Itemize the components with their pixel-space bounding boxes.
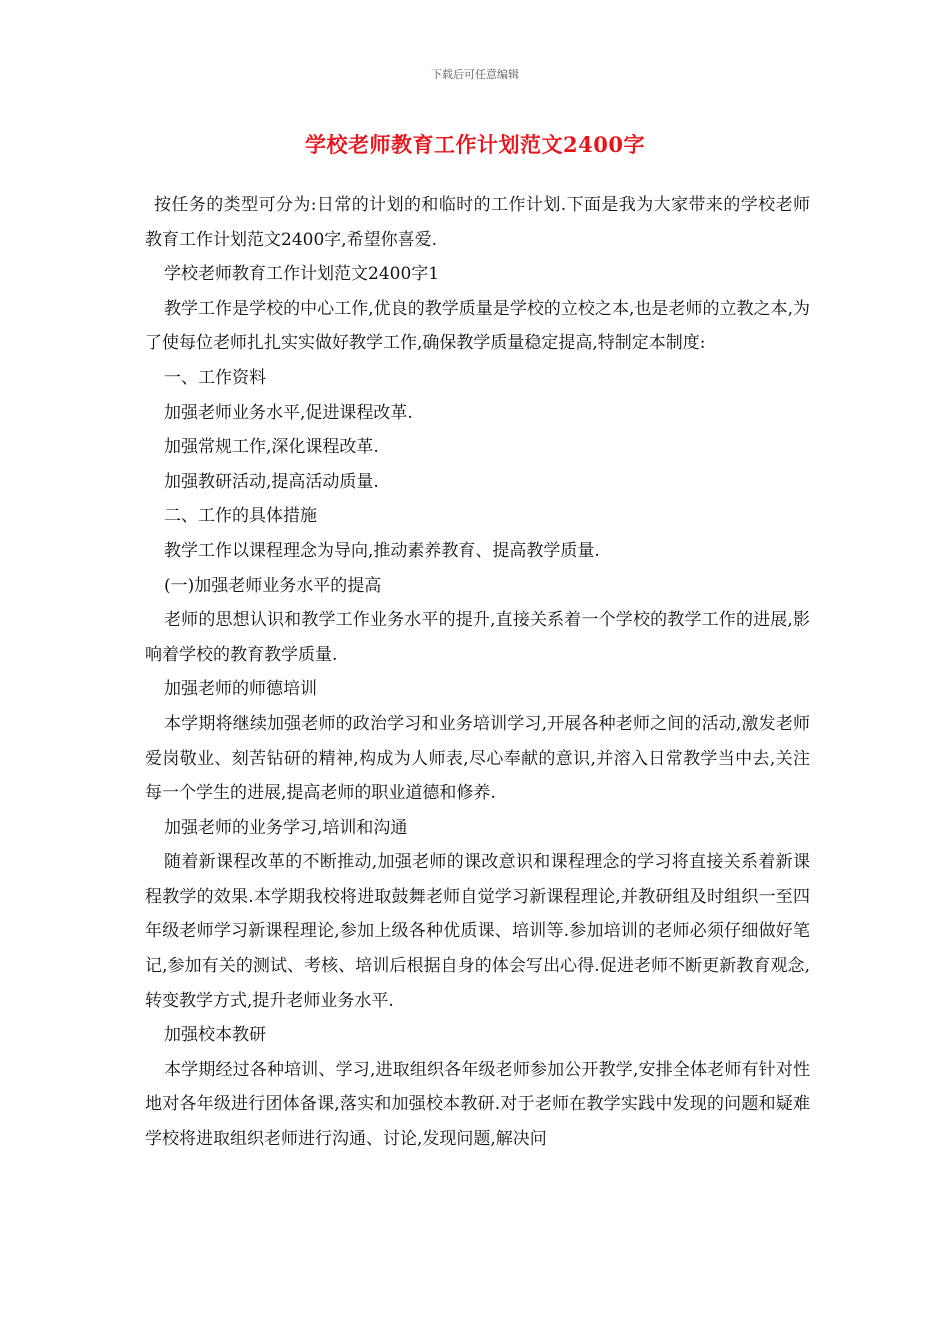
list-item: 加强教研活动,提高活动质量. — [164, 471, 379, 492]
paragraph: 本学期将继续加强老师的政治学习和业务培训学习,开展各种老师之间的活动,激发老师爱岗敬业、刻苦钻研的精神,构成为人师表,尽心奉献的意识,并溶入日常教学当中去,关注每一个学生的进展,提高老师的职业道德和修养. — [145, 713, 810, 804]
paragraph: 老师的思想认识和教学工作业务水平的提升,直接关系着一个学校的教学工作的进展,影响着学校的教育教学质量. — [145, 610, 810, 665]
subsection-heading: (一)加强老师业务水平的提高 — [164, 575, 382, 596]
section-heading: 学校老师教育工作计划范文2400字1 — [164, 264, 440, 285]
list-item: 加强老师业务水平,促进课程改革. — [164, 402, 413, 423]
subsection-heading: 加强老师的业务学习,培训和沟通 — [164, 817, 408, 838]
document-body — [145, 188, 810, 1157]
paragraph: 教学工作以课程理念为导向,推动素养教育、提高教学质量. — [164, 540, 600, 561]
document-title: 学校老师教育工作计划范文2400字 — [305, 132, 645, 157]
list-item: 加强常规工作,深化课程改革. — [164, 437, 379, 458]
subsection-heading: 加强老师的师德培训 — [164, 679, 317, 700]
paragraph: 按任务的类型可分为:日常的计划的和临时的工作计划.下面是我为大家带来的学校老师教育工作计划范文2400字,希望你喜爱. — [145, 195, 810, 250]
paragraph: 本学期经过各种培训、学习,进取组织各年级老师参加公开教学,安排全体老师有针对性地对各年级进行团体备课,落实和加强校本教研.对于老师在教学实践中发现的问题和疑难学校将进取组织老师进行沟通、讨论,发现问题,解决问 — [145, 1059, 810, 1150]
paragraph: 教学工作是学校的中心工作,优良的教学质量是学校的立校之本,也是老师的立教之本,为了使每位老师扎扎实实做好教学工作,确保教学质量稳定提高,特制定本制度: — [145, 298, 810, 354]
paragraph: 随着新课程改革的不断推动,加强老师的课改意识和课程理念的学习将直接关系着新课程教学的效果.本学期我校将进取鼓舞老师自觉学习新课程理论,并教研组及时组织一至四年级老师学习新课程理论,参加上级各种优质课、培训等.参加培训的老师必须仔细做好笔记,参加有关的测试、考核、培训后根据自身的体会写出心得.促进老师不断更新教育观念,转变教学方式,提升老师业务水平. — [145, 852, 810, 1011]
subsection-heading: 加强校本教研 — [164, 1025, 266, 1046]
header-note: 下载后可任意编辑 — [431, 68, 519, 81]
section-heading: 一、工作资料 — [164, 367, 266, 388]
section-heading: 二、工作的具体措施 — [164, 506, 317, 527]
